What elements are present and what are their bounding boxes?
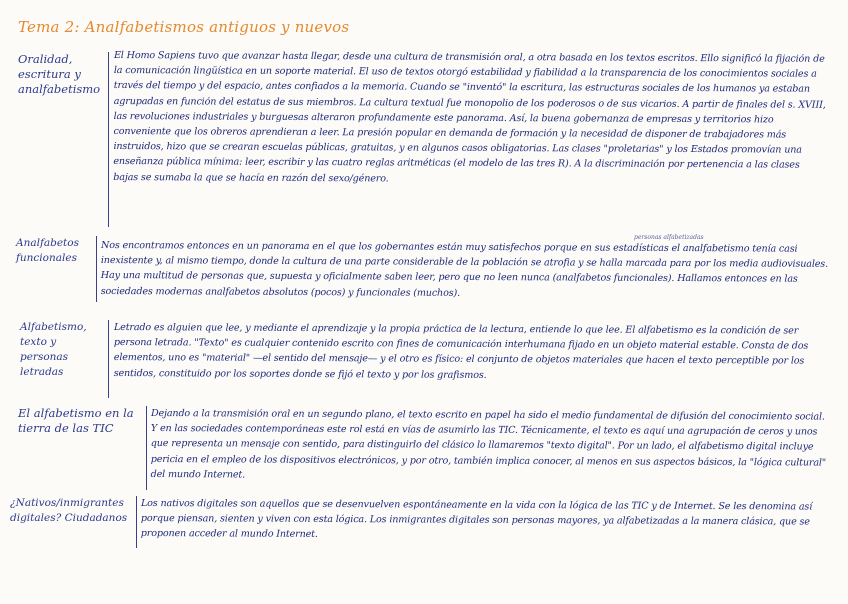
section-brace — [96, 236, 97, 302]
section-text-alfabetismo-texto: Letrado es alguien que lee, y mediante el aprendizaje y la propia práctica de la lectura, entiende lo que lee. El alfabetismo es la condición de ser persona letrada. "Texto" es cualquier contenido escrito con fines de comunicación interhumana fijado en un objeto material estable. Consta de dos elementos, uno es "material" —el sentido del mensaje— y el otro es físico: el conjunto de objetos materiales que hacen el texto perceptible por los sentidos, constituido por los soportes donde se fijó el texto y por los grafismos. — [113, 321, 809, 381]
section-term-analfabetos-funcionales: Analfabetos funcionales — [16, 237, 79, 264]
section-brace — [108, 320, 109, 398]
section-text-analfabetos-funcionales: Nos encontramos entonces en un panorama en el que los gobernantes están muy satisfechos porque en sus estadísticas el analfabetismo tenía casi inexistente y, al mismo tiempo, donde la cultura de una parte considerable de la población se atrofia y se halla marcada para por los media audiovisuales. Hay una multitud de personas que, supuesta y oficialmente saben leer, pero que no leen nunca (analfabetos funcionales). Hallamos entonces en las sociedades modernas analfabetos absolutos (pocos) y funcionales (muchos). — [100, 239, 829, 299]
page-title: Tema 2: Analfabetismos antiguos y nuevos — [18, 18, 350, 36]
section-text-nativos-inmigrantes: Los nativos digitales son aquellos que se desenvuelven espontáneamente en la vida con la lógica de las TIC y de Internet. Se les denomina así porque piensan, sienten y viven con esta lógica. Los inmigrantes digitales son personas mayores, ya alfabetizadas a la manera clásica, que se proponen acceder al mundo Internet. — [140, 497, 813, 541]
section-term-oralidad: Oralidad, escritura y analfabetismo — [18, 52, 101, 96]
section-text-alfabetismo-tic: Dejando a la transmisión oral en un segundo plano, el texto escrito en papel ha sido el medio fundamental de difusión del conocimiento social. Y en las sociedades contemporáneas este rol está en vías de asumirlo las TIC. Técnicamente, el texto es aquí una agrupación de ceros y unos que representa un mensaje con sentido, para distinguirlo del clásico lo llamaremos "texto digital". Por un lado, el alfabetismo digital incluye pericia en el empleo de los dispositivos electrónicos, y por otro, también implica conocer, al menos en sus aspectos básicos, la "lógica cultural" del mundo Internet. — [150, 407, 827, 481]
section-term-alfabetismo-texto: Alfabetismo, texto y personas letradas — [20, 321, 87, 378]
section-text-oralidad: El Homo Sapiens tuvo que avanzar hasta llegar, desde una cultura de transmisión oral, a otra basada en los textos escritos. Ello significó la fijación de la comunicación lingüística en un soporte material. El uso de textos otorgó estabilidad y fiabilidad a la transparencia de los conocimientos sociales a través del tiempo y del espacio, antes confiados a la memoria. Cuando se "inventó" la escritura, las estructuras sociales de los humanos ya estaban agrupadas en función del estatus de sus miembros. La cultura textual fue monopolio de los poderosos o de sus vicarios. A partir de finales del s. XVIII, las revoluciones industriales y burguesas alteraron profundamente este panorama. Así, la buena gobernanza de empresas y territorios hizo conveniente que los obreros aprendieran a leer. La presión popular en demanda de formación y la necesidad de disponer de trabajadores más instruidos, hizo que se crearan escuelas públicas, gratuitas, y en algunos casos obligatorias. Las clases "proletarias" y los Estados promovían una enseñanza pública mínima: leer, escribir y las cuatro reglas aritméticas (el modelo de las tres R). A la discriminación por pertenencia a las clases bajas se sumaba la que se hacía en razón del sexo/género. — [113, 49, 826, 185]
section-term-alfabetismo-tic: El alfabetismo en la tierra de las TIC — [18, 406, 134, 435]
section-brace — [108, 52, 109, 227]
section-brace — [146, 406, 147, 490]
margin-note: personas alfabetizadas — [634, 234, 704, 241]
section-term-nativos-inmigrantes: ¿Nativos/inmigrantes digitales? Ciudadanos — [10, 497, 128, 524]
section-brace — [136, 496, 137, 548]
